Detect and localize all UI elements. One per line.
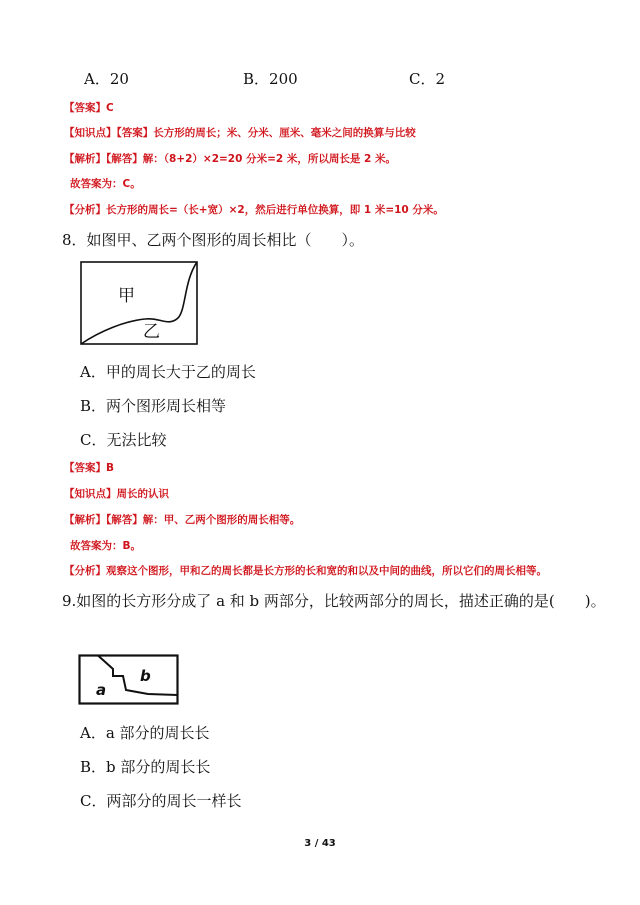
q8-answer: 【答案】B: [64, 462, 115, 474]
q7-analysis: 【解析】【解答】解：（8+2）×2=20 分米=2 米，所以周长是 2 米。: [64, 153, 396, 165]
q8-result: 故答案为：B。: [70, 540, 142, 552]
q8-analysis: 【解析】【解答】解：甲、乙两个图形的周长相等。: [64, 514, 301, 526]
q9-rectangle: [80, 656, 178, 704]
q7-option-c: C．2: [409, 70, 446, 88]
q8-label-jia: 甲: [118, 286, 135, 306]
q9-figure: [78, 654, 180, 706]
q8-option-c: C．无法比较: [80, 431, 167, 449]
page-number: 3 / 43: [304, 838, 336, 849]
q7-option-b: B．200: [243, 70, 298, 88]
q9-option-c: C．两部分的周长一样长: [80, 792, 242, 810]
q9-label-a: a: [96, 681, 107, 699]
q7-answer: 【答案】C: [64, 102, 114, 114]
q9-dividing-line: [80, 656, 178, 696]
q9-label-b: b: [140, 667, 151, 685]
q7-result: 故答案为：C。: [70, 178, 141, 190]
q9-option-b: B．b 部分的周长长: [80, 758, 211, 776]
q9-option-a: A．a 部分的周长长: [80, 724, 210, 742]
q9-question: 9.如图的长方形分成了 a 和 b 两部分，比较两部分的周长，描述正确的是( )。: [62, 592, 606, 610]
q8-label-yi: 乙: [143, 322, 160, 342]
q8-curve: [81, 262, 197, 344]
q7-knowledge: 【知识点】【答案】长方形的周长；米、分米、厘米、毫米之间的换算与比较: [64, 127, 416, 139]
q8-figure: [80, 261, 200, 347]
q8-rectangle: [81, 262, 197, 344]
q8-explain: 【分析】观察这个图形，甲和乙的周长都是长方形的长和宽的和以及中间的曲线，所以它们的周长相等。: [64, 565, 547, 577]
q7-explain: 【分析】长方形的周长=（长+宽）×2，然后进行单位换算，即 1 米=10 分米。: [64, 204, 444, 216]
q7-option-a: A．20: [84, 70, 129, 88]
q8-knowledge: 【知识点】周长的认识: [64, 488, 169, 500]
q8-option-a: A．甲的周长大于乙的周长: [80, 363, 256, 381]
q8-option-b: B．两个图形周长相等: [80, 397, 227, 415]
q8-question: 8．如图甲、乙两个图形的周长相比（ ）。: [62, 231, 365, 249]
